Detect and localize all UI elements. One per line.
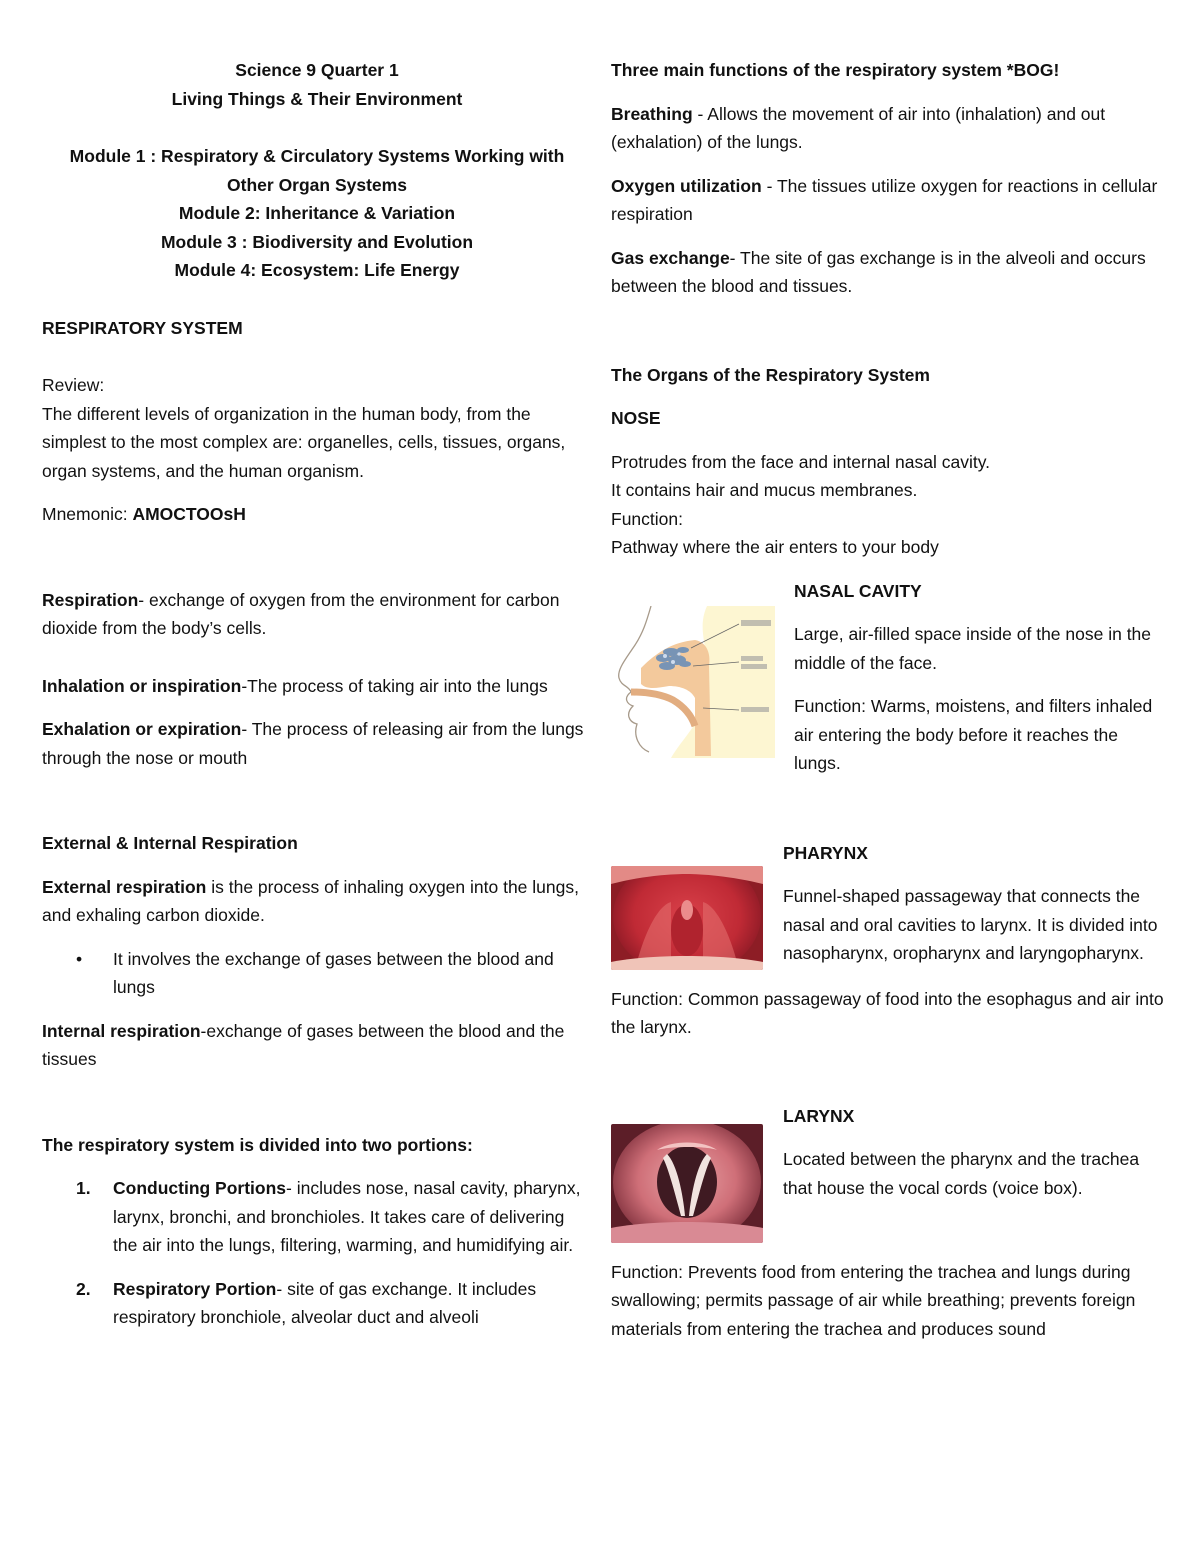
internal-term: Internal respiration	[42, 1020, 201, 1041]
nasal-cavity-block	[611, 577, 1167, 778]
external-term: External respiration	[42, 876, 207, 897]
mnemonic-line	[42, 500, 592, 529]
portions-title: The respiratory system is divided into two portions:	[42, 1134, 473, 1155]
list-number: 1.	[76, 1178, 91, 1198]
oxygen-term: Oxygen utilization	[611, 175, 762, 196]
organs-title: The Organs of the Respiratory System	[611, 364, 930, 385]
external-definition: External respiration is the process of inhaling oxygen into the lungs, and exhaling carbon dioxide.	[42, 876, 579, 925]
mnemonic-value: AMOCTOOsH	[132, 504, 246, 524]
bullet-text: It involves the exchange of gases between the blood and lungs	[113, 948, 554, 997]
review-label: Review:	[42, 375, 105, 395]
gas-exchange-definition: Gas exchange- The site of gas exchange is in the alveoli and occurs between the blood and tissues.	[611, 247, 1146, 296]
larynx-description: Located between the pharynx and the trachea that house the vocal cords (voice box).	[783, 1149, 1140, 1198]
pharynx-text	[783, 839, 1167, 968]
oxygen-definition: Oxygen utilization - The tissues utilize oxygen for reactions in cellular respiration	[611, 175, 1158, 224]
list-item: 2. Respiratory Portion- site of gas exchange. It includes respiratory bronchiole, alveolar duct and alveoli	[42, 1275, 592, 1332]
nose-line-2: It contains hair and mucus membranes.	[611, 480, 918, 500]
review-text: The different levels of organization in the human body, from the simplest to the most complex are: organelles, cells, tissues, organs, organ systems, and the human organism.	[42, 403, 566, 481]
course-title: Science 9 Quarter 1	[235, 60, 399, 80]
exhalation-term: Exhalation or expiration	[42, 719, 242, 739]
quarter-theme: Living Things & Their Environment	[171, 88, 463, 109]
bullet-mark: •	[76, 948, 83, 969]
module-2: Module 2: Inheritance & Variation	[178, 203, 456, 223]
larynx-function: Function: Prevents food from entering the trachea and lungs during swallowing; permits passage of air while breathing; prevents foreign materials from entering the trachea and produces sound	[611, 1261, 1136, 1339]
list-item: 1. Conducting Portions- includes nose, nasal cavity, pharynx, larynx, bronchi, and bronchioles. It takes care of delivering the air into the lungs, filtering, warming, and humidifying air.	[42, 1174, 592, 1260]
module-4: Module 4: Ecosystem: Life Energy	[174, 260, 460, 280]
nose-function-label: Function:	[611, 508, 683, 529]
internal-definition: Internal respiration-exchange of gases between the blood and the tissues	[42, 1020, 565, 1069]
pharynx-photo	[611, 839, 783, 970]
larynx-photo	[611, 1102, 783, 1243]
inhalation-term: Inhalation or inspiration	[42, 675, 242, 696]
nose-line-1: Protrudes from the face and internal nasal cavity.	[611, 451, 991, 472]
pharynx-title: PHARYNX	[783, 842, 868, 863]
respiratory-portion-term: Respiratory Portion	[113, 1278, 277, 1299]
nasal-cavity-title: NASAL CAVITY	[794, 580, 922, 601]
nasal-cavity-diagram	[611, 577, 794, 767]
pharynx-block	[611, 839, 1167, 970]
list-number: 2.	[76, 1278, 91, 1299]
conducting-term: Conducting Portions	[113, 1178, 287, 1198]
right-column	[611, 56, 1167, 1343]
module-3: Module 3 : Biodiversity and Evolution	[160, 231, 474, 252]
nasal-cavity-text	[794, 577, 1167, 778]
nose-title: NOSE	[611, 408, 661, 428]
larynx-text	[783, 1102, 1167, 1203]
document-header	[42, 56, 592, 285]
respiration-definition: Respiration- exchange of oxygen from the environment for carbon dioxide from the body’s cells.	[42, 589, 560, 638]
nose-function: Pathway where the air enters to your body	[611, 537, 939, 557]
module-1-line-2: Other Organ Systems	[227, 174, 407, 195]
pharynx-description: Funnel-shaped passageway that connects the nasal and oral cavities to larynx. It is divided into nasopharynx, oropharynx and laryngopharynx.	[783, 886, 1158, 963]
larynx-block	[611, 1102, 1167, 1243]
pharynx-function: Function: Common passageway of food into the esophagus and air into the larynx.	[611, 988, 1164, 1037]
module-1-line-1: Module 1 : Respiratory & Circulatory Systems Working with	[69, 146, 565, 166]
breathing-term: Breathing	[611, 103, 693, 124]
nasal-cavity-description: Large, air-filled space inside of the nose in the middle of the face.	[794, 624, 1152, 673]
breathing-definition: Breathing - Allows the movement of air into (inhalation) and out (exhalation) of the lungs.	[611, 103, 1106, 152]
inhalation-definition: Inhalation or inspiration-The process of taking air into the lungs	[42, 675, 548, 696]
mnemonic-label: Mnemonic:	[42, 504, 133, 524]
exhalation-definition: Exhalation or expiration- The process of releasing air from the lungs through the nose or mouth	[42, 719, 584, 768]
ext-int-title: External & Internal Respiration	[42, 833, 298, 853]
functions-title: Three main functions of the respiratory system *BOG!	[611, 60, 1060, 80]
list-item	[42, 945, 592, 1002]
nasal-cavity-function: Function: Warms, moistens, and filters inhaled air entering the body before it reaches the lungs.	[794, 696, 1153, 773]
respiration-term: Respiration	[42, 589, 139, 610]
larynx-title: LARYNX	[783, 1105, 855, 1126]
left-column	[42, 56, 592, 1332]
section-title: RESPIRATORY SYSTEM	[42, 317, 243, 338]
gas-exchange-term: Gas exchange	[611, 247, 730, 268]
